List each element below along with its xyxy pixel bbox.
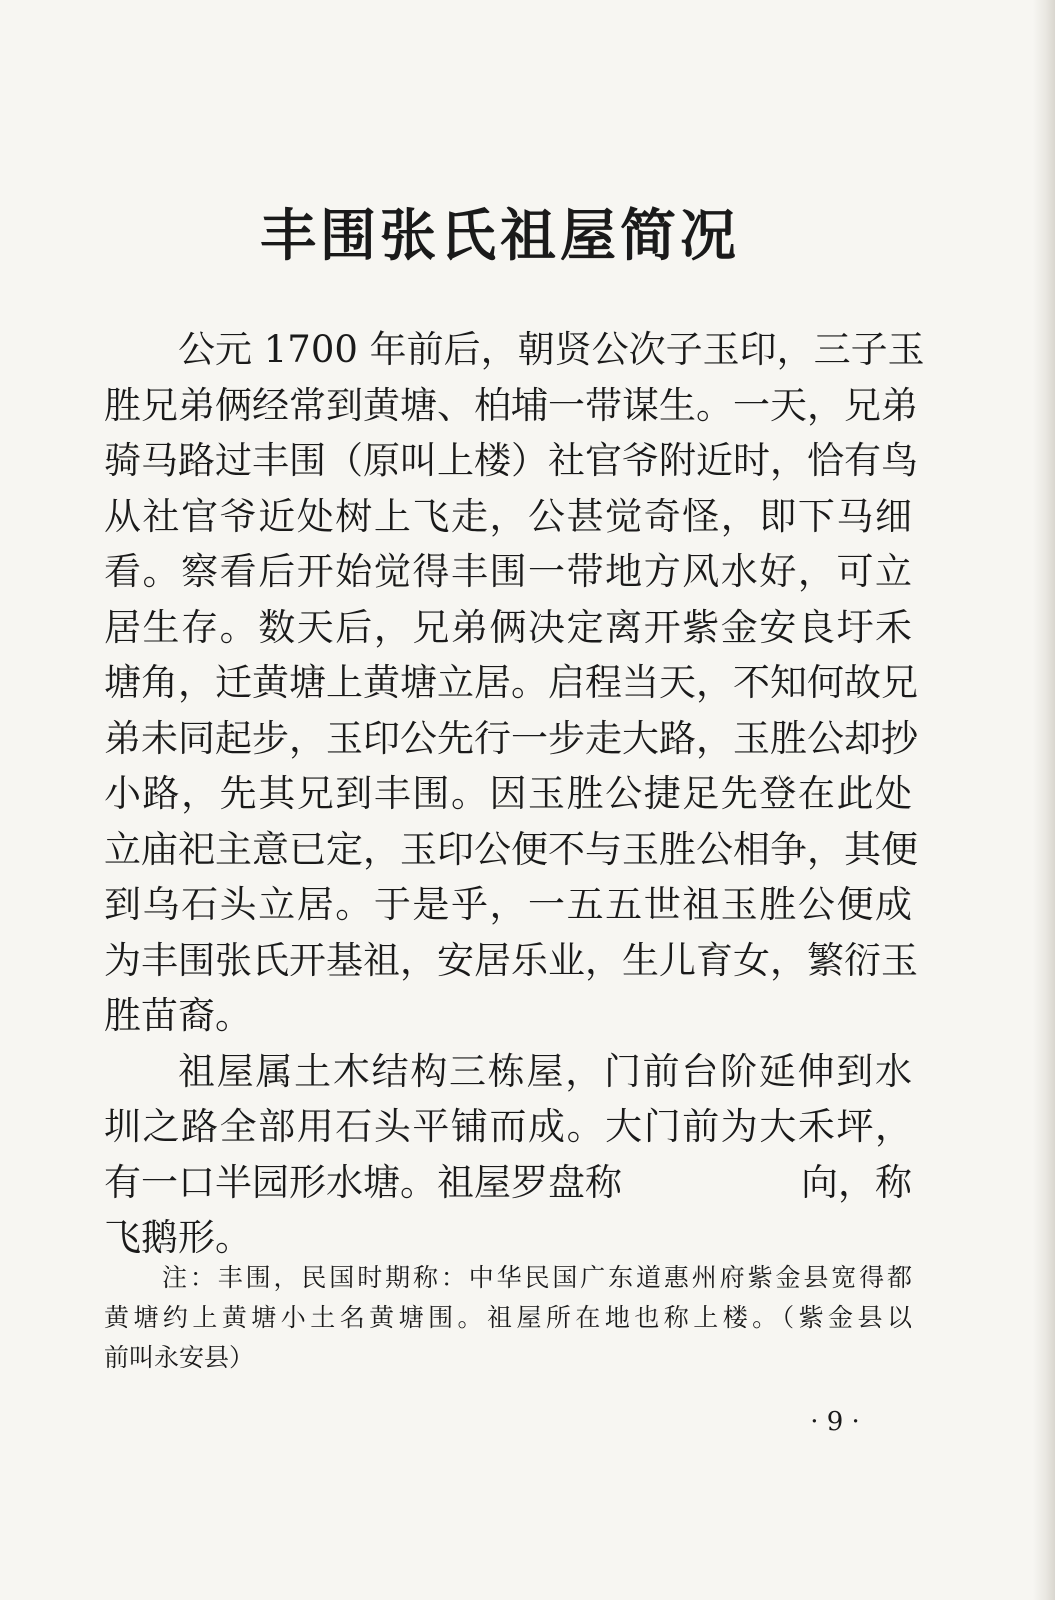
- body-text: [104, 322, 925, 1266]
- compass-direction-text: 向，称: [801, 1160, 912, 1204]
- footnote: [104, 1258, 912, 1378]
- page-edge: [1033, 0, 1055, 1600]
- footnote-line: 黄塘约上黄塘小土名黄塘围。祖屋所在地也称上楼。（紫金县以: [104, 1303, 912, 1332]
- paragraph-2-line: 祖屋属土木结构三栋屋，门前台阶延伸到水: [178, 1049, 912, 1093]
- compass-text: 有一口半园形水塘。祖屋罗盘称: [104, 1160, 622, 1204]
- paragraph-1-line: 看。察看后开始觉得丰围一带地方风水好，可立: [104, 550, 912, 593]
- footnote-line: 前叫永安县）: [104, 1343, 255, 1372]
- paragraph-2-line: 圳之路全部用石头平铺而成。大门前为大禾坪，: [104, 1105, 912, 1148]
- paragraph-1-line: 到乌石头立居。于是乎，一五五世祖玉胜公便成: [104, 883, 912, 926]
- page-title: 丰围张氏祖屋简况: [260, 203, 740, 269]
- page-number: · 9 ·: [810, 1407, 860, 1437]
- paragraph-1-line: 小路，先其兄到丰围。因玉胜公捷足先登在此处: [104, 772, 912, 815]
- paragraph-1-line: 公元 1700 年前后，朝贤公次子玉印，三子玉: [178, 328, 925, 371]
- paragraph-2-line: [104, 1155, 912, 1211]
- paragraph-1-line: 为丰围张氏开基祖，安居乐业，生儿育女，繁衍玉: [104, 938, 918, 982]
- paragraph-1-line: 骑马路过丰围（原叫上楼）社官爷附近时，恰有鸟: [104, 439, 918, 482]
- paragraph-1-line: 立庙祀主意已定，玉印公便不与玉胜公相争，其便: [104, 827, 918, 871]
- paragraph-1-line: 居生存。数天后，兄弟俩决定离开紫金安良圩禾: [104, 605, 912, 649]
- paragraph-1-line: 塘角，迁黄塘上黄塘立居。启程当天，不知何故兄: [104, 661, 918, 704]
- paragraph-2-line: 飞鹅形。: [104, 1216, 252, 1259]
- paragraph-1-line: 胜兄弟俩经常到黄塘、柏埔一带谋生。一天，兄弟: [104, 383, 918, 427]
- footnote-line: 注：丰围，民国时期称：中华民国广东道惠州府紫金县宽得都: [162, 1263, 912, 1292]
- paragraph-1-line: 从社官爷近处树上飞走，公甚觉奇怪，即下马细: [104, 494, 912, 538]
- paragraph-1-line: 弟未同起步，玉印公先行一步走大路，玉胜公却抄: [104, 716, 918, 760]
- paragraph-1-line: 胜苗裔。: [104, 994, 252, 1037]
